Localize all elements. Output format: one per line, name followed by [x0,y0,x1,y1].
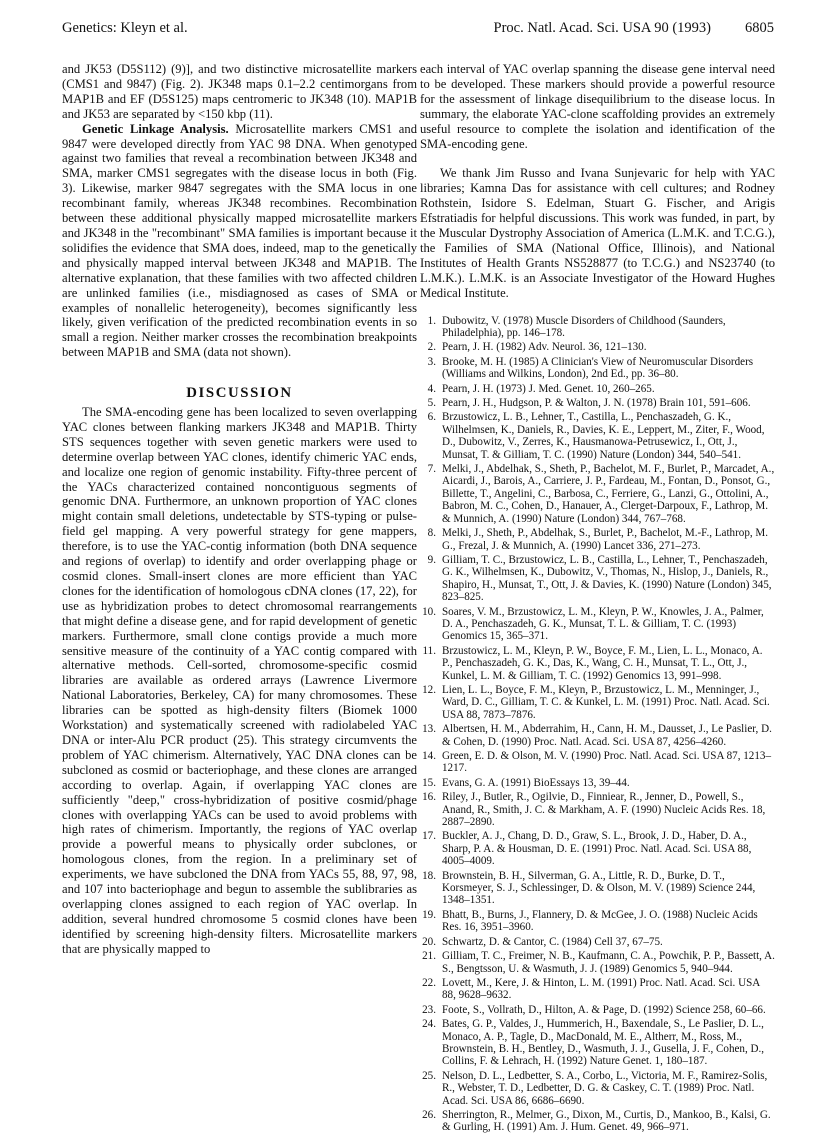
reference-item [420,606,775,643]
reference-text: Gilliam, T. C., Freimer, N. B., Kaufmann, C. A., Powchik, P. P., Bassett, A. S., Bengtsson, U. & Wasmuth, J. J. (1989) Genomics 5, 940–944. [442,950,775,975]
reference-text: Pearn, J. H. (1982) Adv. Neurol. 36, 121–130. [442,341,647,354]
reference-item [420,1109,775,1134]
reference-text: Foote, S., Vollrath, D., Hilton, A. & Page, D. (1992) Science 258, 60–66. [442,1003,766,1016]
page-number: 6805 [745,20,774,36]
reference-item [420,527,775,552]
reference-number: 26. [422,1108,436,1121]
reference-number: 10. [422,605,436,618]
reference-text: Gilliam, T. C., Brzustowicz, L. B., Castilla, L., Lehner, T., Penchaszadeh, G. K., Wilhelmsen, K., Dubowitz, V., Thomas, N., Hislop, J., Daniels, R., Shapiro, H., Munsat, T., Ott, J. & Davies, K. (1990) Nature (London) 345, 823–825. [442,553,772,604]
reference-text: Brzustowicz, L. B., Lehner, T., Castilla, L., Penchaszadeh, G. K., Wilhelmsen, K., Daniels, R., Davies, K. E., Leppert, M., Ziter, F., Wood, D., Dubowitz, V., Zerres, K., Hausmanowa-Petrusewicz, I., Ott, J., Munsat, T. & Gilliam, T. C. (1990) Nature (London) 344, 540–541. [442,411,765,461]
reference-text: Lien, L. L., Boyce, F. M., Kleyn, P., Brzustowicz, L. M., Menninger, J., Ward, D. C., Gilliam, T. C. & Kunkel, L. M. (1991) Proc. Natl. Acad. Sci. USA 88, 7873–7876. [442,683,770,721]
reference-number: 5. [427,397,436,410]
reference-number: 14. [422,750,436,762]
reference-text: Soares, V. M., Brzustowicz, L. M., Kleyn, P. W., Knowles, J. A., Palmer, D. A., Penchaszadeh, G. K., Munsat, T. L. & Gilliam, T. C. (1993) Genomics 15, 365–371. [442,605,764,643]
reference-number: 1. [427,314,436,327]
reference-text: Brownstein, B. H., Silverman, G. A., Little, R. D., Burke, D. T., Korsmeyer, S. J., Schlessinger, D. & Olson, M. V. (1989) Science 244, 1348–1351. [442,869,756,907]
journal-citation: Proc. Natl. Acad. Sci. USA 90 (1993) [493,20,711,36]
reference-text: Brzustowicz, L. M., Kleyn, P. W., Boyce, F. M., Lien, L. L., Monaco, A. P., Penchaszadeh, G. K., Das, K., Wang, C. H., Munsat, T. L., Ott, J., Kunkel, L. M. & Gilliam, T. C. (1992) Genomics 13, 991–998. [442,644,763,682]
reference-item [420,1070,775,1107]
reference-item [420,341,775,353]
reference-number: 23. [422,1003,436,1016]
left-column [62,62,417,957]
reference-item [420,411,775,461]
reference-item [420,315,775,340]
reference-text: Melki, J., Abdelhak, S., Sheth, P., Bachelot, M. F., Burlet, P., Marcadet, A., Aicardi, J., Barois, A., Carriere, J. P., Fardeau, M., Fontan, D., Ponsot, G., Billette, T., Angelini, C., Barbosa, C., Ferriere, G., Lanzi, G., Ottolini, A., Babron, M. C., Cohen, D., Hanauer, A., Clerget-Darpoux, F., Lathrop, M. & Munnich, A. (1990) Nature (London) 344, 767–768. [442,463,775,525]
reference-item [420,1004,775,1016]
reference-text: Melki, J., Sheth, P., Abdelhak, S., Burlet, P., Bachelot, M.-F., Lathrop, M. G., Frezal, J. & Munnich, A. (1990) Lancet 336, 271–273. [442,527,769,552]
reference-number: 21. [422,950,436,963]
reference-item [420,383,775,395]
reference-item [420,777,775,789]
reference-item [420,870,775,907]
reference-item [420,463,775,525]
reference-text: Buckler, A. J., Chang, D. D., Graw, S. L., Brook, J. D., Haber, D. A., Sharp, P. A. & Housman, D. E. (1991) Proc. Natl. Acad. Sci. USA 88, 4005–4009. [442,830,752,868]
paragraph-discussion: The SMA-encoding gene has been localized to seven overlapping YAC clones between flanking markers JK348 and MAP1B. Thirty STS sequences together with seven genetic markers were used to determine overlap between YAC clones, identify chimeric YAC ends, and localize one region of genomic instability. Fifty-three percent of the YACs characterized contained noncontiguous segments of genomic DNA. Furthermore, an unknown proportion of YAC clones might contain small deletions, undetectable by STS-typing or pulse-field gel mapping. A very powerful strategy for gene mappers, therefore, is to use the YAC-contig information (both DNA sequence and regions of overlap) to identify and order overlapping phage or cosmid clones. Small-insert clones are more efficient than YAC clones for the identification of homologous cDNA clones (17, 22), for use as hybridization probes to detect chromosomal rearrangements that might define a disease gene, and for rapid development of genetic markers. Furthermore, small clone contigs provide a much more sensitive measure of the continuity of a YAC contig compared with alternative methods. Cell-sorted, chromosome-specific cosmid libraries are available as ordered arrays (Lawrence Livermore National Laboratories, Berkeley, CA) for many chromosomes. These libraries can be spotted as high-density filters (Biomek 1000 Workstation) and systematically screened with radiolabeled YAC DNA or inter-Alu PCR product (25). This strategy circumvents the problem of YAC chimerism. Alternatively, YAC DNA clones can be subcloned as cosmid or bacteriophage, and these clones are arranged according to overlap. Again, if overlapping YAC clones are sufficiently "deep," cross-hybridization of positive cosmid/phage clones with overlapping YACs can be used to avoid problems with high rates of chimerism. Importantly, the regions of YAC overlap provide a powerful means to physically order subclones, or homologous clones, from the region. In a preliminary set of experiments, we have subcloned the DNA from YACs 55, 88, 97, 98, and 107 into bacteriophage and begun to assemble the sublibraries as overlapping clones assigned to each region of YAC overlap. In addition, several hundred chromosome 5 cosmid clones have been identified by screening high-density filters. Microsatellite markers that are physically mapped to [62,405,417,956]
reference-number: 9. [427,553,436,566]
reference-item [420,977,775,1002]
reference-text: Bates, G. P., Valdes, J., Hummerich, H., Baxendale, S., Le Paslier, D. L., Monaco, A. P., Tagle, D., MacDonald, M. E., Altherr, M., Ross, M., Brownstein, B. H., Bentley, D., Wasmuth, J. J., Gusella, J. F., Cohen, D., Collins, F. & Lehrach, H. (1992) Nature Genet. 1, 180–187. [442,1018,765,1068]
reference-number: 4. [427,382,436,395]
reference-number: 18. [422,869,436,882]
reference-item [420,791,775,828]
reference-number: 3. [427,355,436,368]
reference-number: 6. [427,411,436,424]
reference-text: Brooke, M. H. (1985) A Clinician's View of Neuromuscular Disorders (Williams and Wilkins, London), 2nd Ed., pp. 36–80. [442,355,754,381]
reference-text: Sherrington, R., Melmer, G., Dixon, M., Curtis, D., Mankoo, B., Kalsi, G. & Gurling, H. (1991) Am. J. Hum. Genet. 49, 966–971. [442,1108,771,1134]
reference-number: 2. [427,341,436,354]
reference-item [420,356,775,381]
reference-text: Albertsen, H. M., Abderrahim, H., Cann, H. M., Dausset, J., Le Paslier, D. & Cohen, D. (1990) Proc. Natl. Acad. Sci. USA 87, 4256–4260. [442,723,772,748]
reference-number: 24. [422,1018,436,1031]
reference-text: Green, E. D. & Olson, M. V. (1990) Proc. Natl. Acad. Sci. USA 87, 1213–1217. [442,750,771,775]
paragraph-body: Microsatellite markers CMS1 and 9847 were developed directly from YAC 98 DNA. When genotyped against two families that reveal a recombination between JK348 and SMA, marker CMS1 segregates with the disease locus in both (Fig. 3). Likewise, marker 9847 segregates with the SMA locus in one recombinant family, whereas JK348 recombines. Recombination between these additional physically mapped microsatellite markers and JK348 in the "recombinant" SMA families is important because it solidifies the evidence that SMA does, indeed, map to the genetically and physically mapped interval between JK348 and MAP1B. The alternative explanation, that these families with two affected children are unlinked families (i.e., misdiagnosed as cases of SMA or examples of nonallelic heterogeneity), becomes significantly less likely, given verification of the predicted recombination events in so small a region. Neither marker crosses the recombination breakpoints between MAP1B and SMA (data not shown). [62,121,417,360]
acknowledgments: We thank Jim Russo and Ivana Sunjevaric for help with YAC libraries; Kamna Das for assistance with cell cultures; and Rodney Rothstein, Isidore S. Edelman, Stuart G. Fischer, and Arigis Efstratiadis for helpful discussions. This work was funded, in part, by the Muscular Dystrophy Association of America (L.M.K. and T.C.G.), the Families of SMA (National Office, Illinois), and National Institutes of Health Grants NS528877 (to T.C.G.) and NS23740 (to L.M.K.). L.M.K. is an Associate Investigator of the Howard Hughes Medical Institute. [420,166,775,300]
paragraph-continued: and JK53 (D5S112) (9)], and two distinctive microsatellite markers (CMS1 and 9847) (Fig. 2). JK348 maps 0.1–2.2 centimorgans from MAP1B and EF (D5S125) maps centromeric to JK348 (10). MAP1B and JK53 are separated by <150 kbp (11). [62,62,417,121]
reference-item [420,950,775,975]
reference-item [420,909,775,934]
reference-text: Dubowitz, V. (1978) Muscle Disorders of Childhood (Saunders, Philadelphia), pp. 146–178. [442,314,726,339]
reference-item [420,684,775,721]
section-heading: DISCUSSION [186,385,293,402]
reference-number: 19. [422,908,436,921]
reference-number: 22. [422,976,436,989]
reference-number: 17. [422,830,436,843]
reference-item [420,936,775,948]
reference-number: 15. [422,776,436,789]
paragraph-summary: each interval of YAC overlap spanning the disease gene interval need to be developed. These markers should provide a powerful resource for the assessment of linkage disequilibrium to the disease locus. In summary, the elaborate YAC-clone scaffolding provides an extremely useful resource to complete the isolation and identification of the SMA-encoding gene. [420,62,775,151]
reference-number: 20. [422,935,436,948]
page-header [62,20,774,42]
reference-item [420,645,775,682]
reference-text: Nelson, D. L., Ledbetter, S. A., Corbo, L., Victoria, M. F., Ramirez-Solis, R., Webster, T. D., Ledbetter, D. G. & Caskey, C. T. (1989) Proc. Natl. Acad. Sci. USA 86, 6686–6690. [442,1069,768,1107]
reference-text: Pearn, J. H. (1973) J. Med. Genet. 10, 260–265. [442,382,655,395]
reference-number: 8. [427,527,436,540]
paragraph-genetic-linkage [62,122,417,361]
reference-item [420,750,775,775]
reference-number: 16. [422,791,436,804]
reference-number: 7. [427,463,436,476]
reference-number: 13. [422,723,436,736]
right-column [420,62,775,1136]
reference-item [420,1018,775,1068]
reference-item [420,554,775,604]
reference-text: Pearn, J. H., Hudgson, P. & Walton, J. N. (1978) Brain 101, 591–606. [442,397,751,410]
reference-text: Bhatt, B., Burns, J., Flannery, D. & McGee, J. O. (1988) Nucleic Acids Res. 16, 3951–3960. [442,908,758,934]
journal-info [460,20,774,37]
reference-text: Riley, J., Butler, R., Ogilvie, D., Finniear, R., Jenner, D., Powell, S., Anand, R., Smith, J. C. & Markham, A. F. (1990) Nucleic Acids Res. 18, 2887–2890. [442,791,766,829]
reference-item [420,723,775,748]
running-head: Genetics: Kleyn et al. [62,20,188,36]
reference-text: Evans, G. A. (1991) BioEssays 13, 39–44. [442,776,630,789]
reference-text: Lovett, M., Kere, J. & Hinton, L. M. (1991) Proc. Natl. Acad. Sci. USA 88, 9628–9632. [442,976,760,1002]
reference-item [420,397,775,409]
run-in-heading: Genetic Linkage Analysis. [82,121,229,136]
reference-item [420,830,775,867]
reference-list [420,315,775,1134]
reference-text: Schwartz, D. & Cantor, C. (1984) Cell 37, 67–75. [442,935,663,948]
reference-number: 11. [422,644,436,657]
reference-number: 12. [422,683,436,696]
reference-number: 25. [422,1069,436,1082]
